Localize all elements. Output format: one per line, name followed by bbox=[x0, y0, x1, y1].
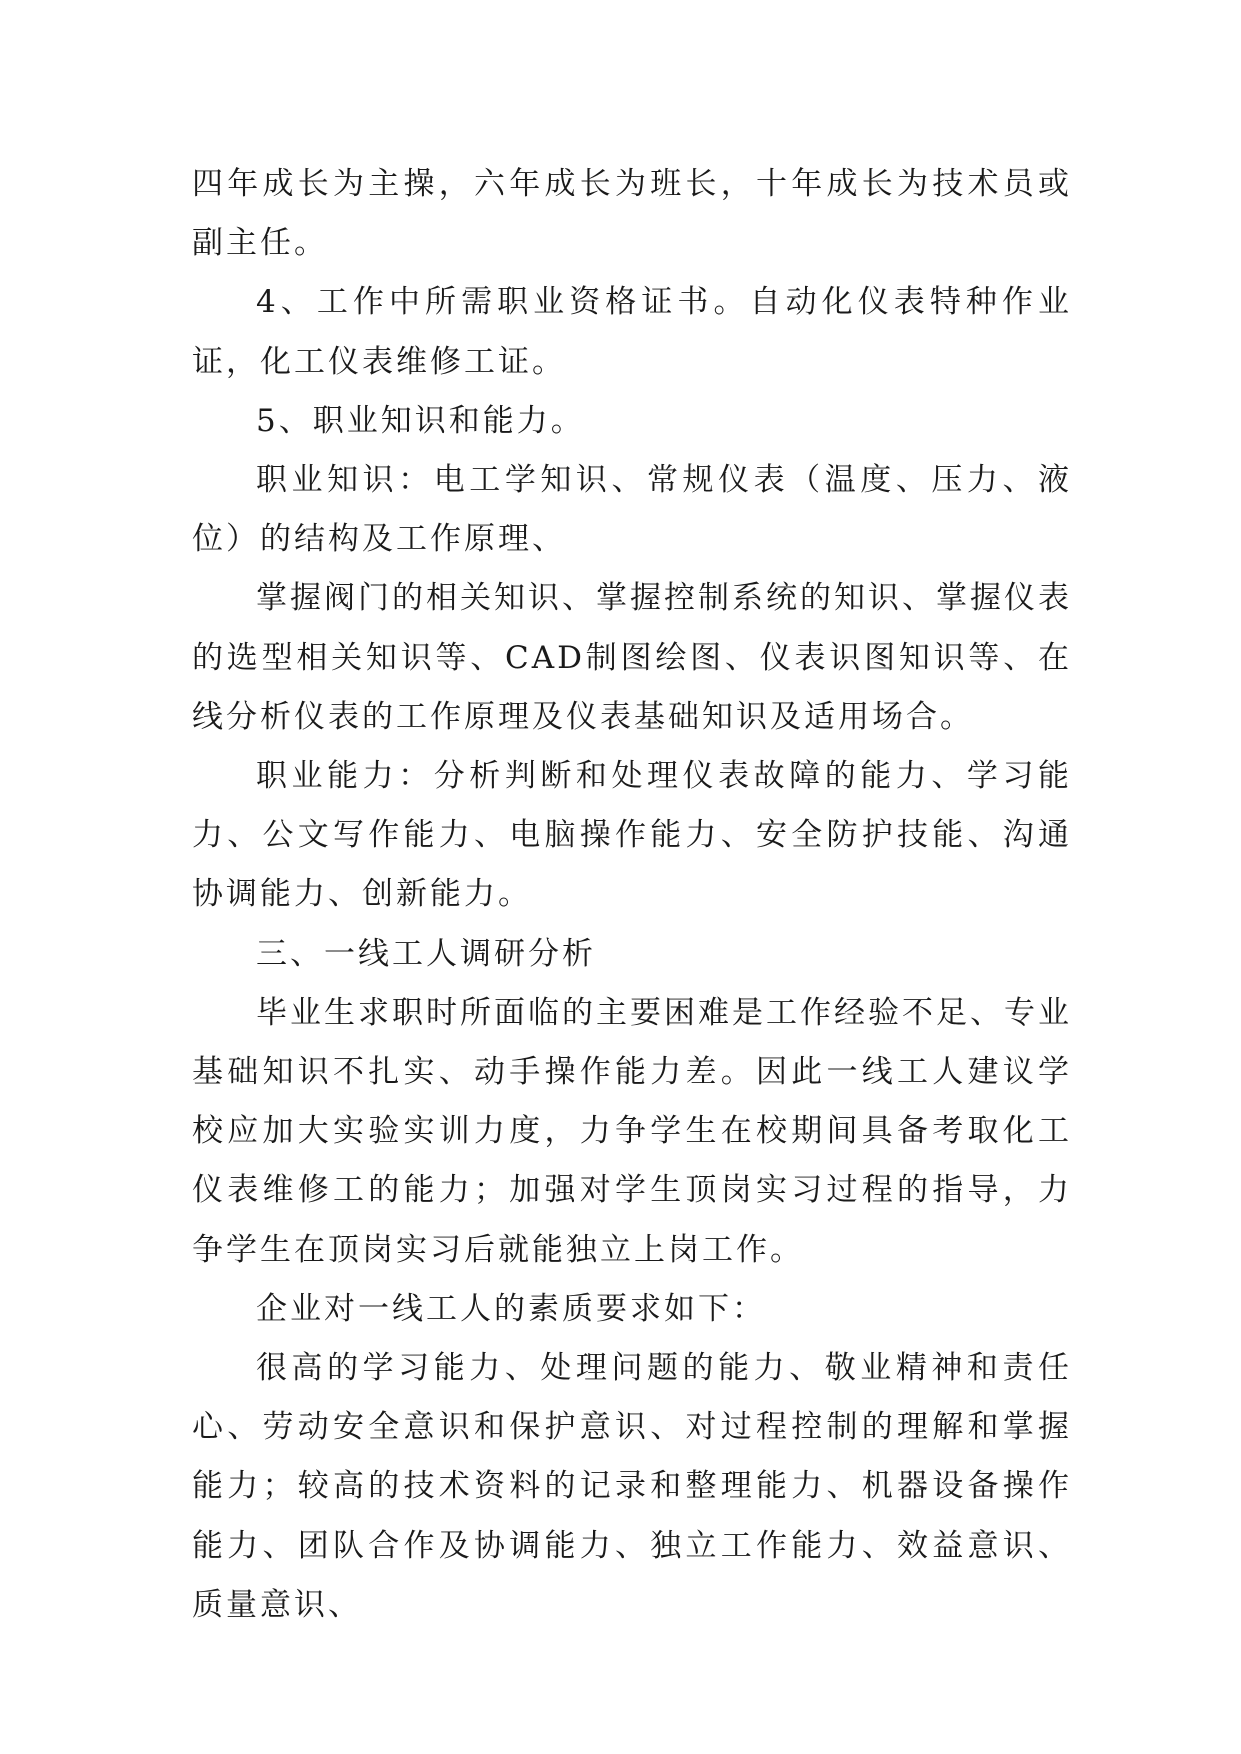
section-heading: 三、一线工人调研分析 bbox=[256, 935, 596, 972]
paragraph-7: 毕业生求职时所面临的主要困难是工作经验不足、专业基础知识不扎实、动手操作能力差。因此一线工人建议学校应加大实验实训力度，力争学生在校期间具备考取化工仪表维修工的能力；加强对学生顶岗实习过程的指导，力争学生在顶岗实习后就能独立上岗工作。 bbox=[192, 994, 1072, 1268]
paragraph-1: 四年成长为主操，六年成长为班长，十年成长为技术员或副主任。 bbox=[192, 166, 1072, 262]
paragraph-4: 职业知识：电工学知识、常规仪表（温度、压力、液位）的结构及工作原理、 bbox=[192, 462, 1072, 558]
paragraph-5: 掌握阀门的相关知识、掌握控制系统的知识、掌握仪表的选型相关知识等、CAD制图绘图、仪表识图知识等、在线分析仪表的工作原理及仪表基础知识及适用场合。 bbox=[192, 580, 1072, 735]
body-text bbox=[192, 155, 1072, 1635]
paragraph-3: 5、职业知识和能力。 bbox=[256, 402, 585, 439]
paragraph-8: 企业对一线工人的素质要求如下： bbox=[256, 1290, 766, 1327]
paragraph-6: 职业能力：分析判断和处理仪表故障的能力、学习能力、公文写作能力、电脑操作能力、安全防护技能、沟通协调能力、创新能力。 bbox=[192, 758, 1072, 913]
paragraph-2: 4、工作中所需职业资格证书。自动化仪表特种作业证，化工仪表维修工证。 bbox=[192, 284, 1072, 380]
paragraph-9: 很高的学习能力、处理问题的能力、敬业精神和责任心、劳动安全意识和保护意识、对过程控制的理解和掌握能力；较高的技术资料的记录和整理能力、机器设备操作能力、团队合作及协调能力、独立工作能力、效益意识、质量意识、 bbox=[192, 1350, 1072, 1623]
